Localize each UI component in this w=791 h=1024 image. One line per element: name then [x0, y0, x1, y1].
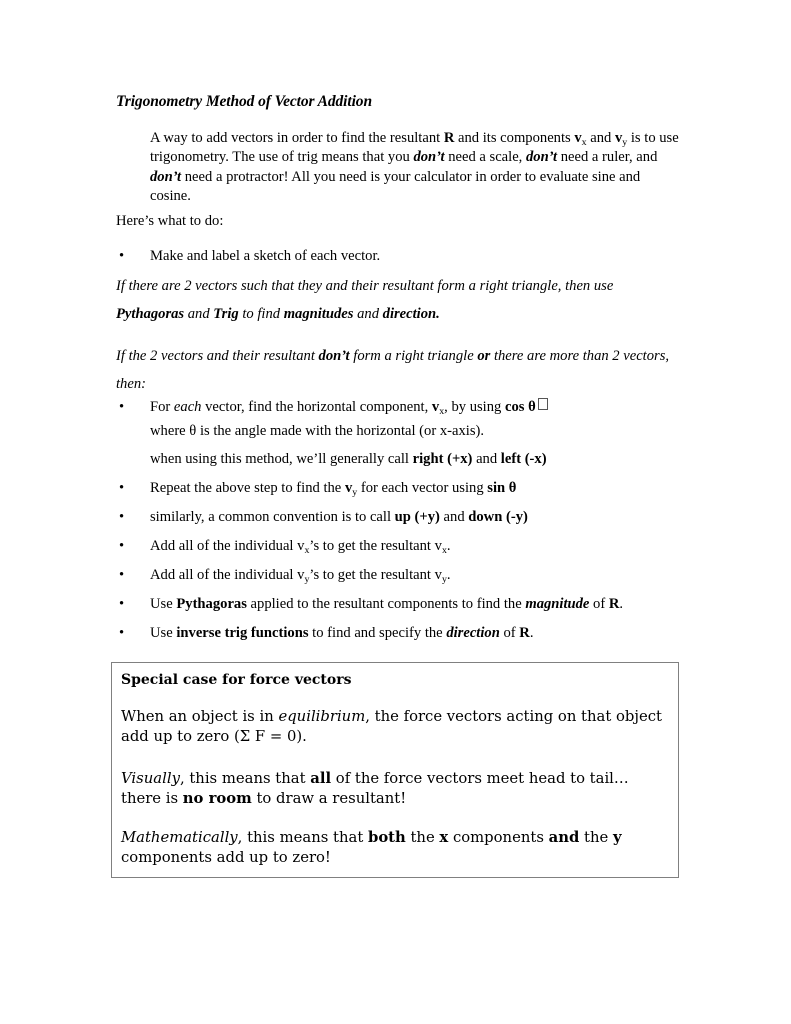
sb2-seg-b: of the force vectors meet head to tail…there is [121, 770, 629, 807]
b4-seg-a: similarly, a common convention is to call [150, 509, 395, 525]
intro-bolditalic-dont-1: don’t [413, 149, 445, 166]
ital1-mid-2: to find [238, 306, 284, 322]
ital2-seg-b: form a right triangle [349, 348, 478, 364]
sl2-seg-a: when using this method, we’ll generally call [150, 451, 413, 467]
b6-seg-b: ’s to get the resultant v [309, 567, 442, 583]
sb3-bold-x: x [439, 829, 449, 846]
ital2-seg-c: there are more than 2 vectors, then: [116, 348, 670, 392]
b2-seg-b: vector, find the horizontal component, [201, 399, 432, 415]
list-item-horizontal-component [116, 398, 676, 417]
b5-seg-c: . [446, 538, 451, 554]
list-item-direction [116, 624, 676, 643]
ital1-mid-1: and [184, 306, 214, 322]
special-case-paragraph-mathematically [121, 828, 666, 868]
b8-bold-inverse-trig: inverse trig functions [176, 625, 309, 641]
list-item-label [150, 566, 676, 585]
ital1-mid-3: and [353, 306, 383, 322]
sb3-seg-c: components [448, 829, 549, 846]
list-item-label: Make and label a sketch of each vector. [150, 248, 381, 264]
b7-seg-c: of [589, 596, 609, 612]
b2-bold-cos-theta: cos θ [504, 399, 536, 415]
page-title: Trigonometry Method of Vector Addition [116, 93, 372, 110]
b5-sub-x-2: x [441, 544, 447, 556]
sb3-seg-d: the [579, 829, 613, 846]
list-item-sum-vy [116, 566, 676, 585]
ital1-line1: If there are 2 vectors such that they and their resultant form a right triangle, then use [116, 278, 614, 294]
special-case-paragraph-equilibrium [121, 707, 666, 747]
special-case-box [111, 662, 679, 878]
b7-seg-b: applied to the resultant components to find the [246, 596, 526, 612]
b6-seg-c: . [446, 567, 451, 583]
b7-bold-pythagoras: Pythagoras [176, 596, 247, 612]
list-item-sign-convention-y [116, 508, 676, 527]
b8-seg-d: . [529, 625, 534, 641]
ital1-bold-magnitudes: magnitudes [283, 306, 354, 322]
list-item-vertical-component [116, 479, 676, 498]
sb3-seg-a: , this means that [237, 829, 368, 846]
ital1-bold-direction: direction. [382, 306, 440, 322]
b7-bolditalic-magnitude: magnitude [525, 596, 590, 612]
sl2-bold-right: right (+x) [412, 451, 473, 467]
intro-bold-vy: v [614, 130, 623, 146]
intro-sub-y: y [622, 136, 628, 148]
b3-bold-v: v [344, 480, 353, 496]
b8-seg-a: Use [150, 625, 177, 641]
b6-seg-a: Add all of the individual v [150, 567, 305, 583]
bullet-dot-icon: • [119, 625, 125, 641]
intro-seg-4: is to use trigonometry. The use of trig means that you [150, 130, 679, 166]
b3-bold-sin-theta: sin θ [487, 480, 517, 496]
special-case-heading: Special case for force vectors [121, 672, 352, 688]
b2-seg-a: For [150, 399, 174, 415]
b4-seg-b: and [439, 509, 469, 525]
intro-seg-7: need a protractor! All you need is your calculator in order to evaluate sine and cosine. [150, 168, 641, 205]
bullet-dot-icon: • [119, 248, 125, 264]
list-item-label [150, 508, 676, 527]
sl2-bold-left: left (-x) [500, 451, 547, 467]
b2-ital-each: each [173, 399, 202, 415]
bullet-dot-icon: • [119, 509, 125, 525]
subline-sign-convention-x [150, 450, 680, 469]
intro-seg-3: and [586, 130, 615, 146]
b7-seg-d: . [619, 596, 624, 612]
intro-seg-1: A way to add vectors in order to find the resultant [150, 130, 444, 146]
list-item-sketch [116, 247, 676, 266]
intro-bold-vx: v [574, 130, 582, 146]
b8-bolditalic-direction: direction [446, 625, 500, 641]
b6-sub-y-2: y [441, 573, 447, 585]
b2-bold-v: v [431, 399, 440, 415]
special-case-paragraph-visually [121, 769, 666, 809]
b4-bold-up: up (+y) [394, 509, 440, 525]
b2-seg-c: , by using [444, 399, 505, 415]
subline-theta-definition: where θ is the angle made with the horizontal (or x-axis). [150, 423, 485, 439]
sb3-ital-mathematically: Mathematically [121, 829, 238, 846]
list-item-label [150, 624, 676, 643]
b7-bold-R: R [608, 596, 620, 612]
b8-bold-R: R [519, 625, 530, 641]
bullet-dot-icon: • [119, 538, 125, 554]
ital2-bold-or: or [477, 348, 491, 364]
bullet-dot-icon: • [119, 399, 125, 415]
list-item-sum-vx [116, 537, 676, 556]
intro-seg-6: need a ruler, and [557, 149, 658, 166]
b6-sub-y-1: y [304, 573, 310, 585]
sb3-seg-b: the [405, 829, 440, 846]
intro-sub-x: x [581, 136, 587, 148]
b7-seg-a: Use [150, 596, 177, 612]
b5-seg-b: ’s to get the resultant v [309, 538, 442, 554]
sb2-bold-all: all [310, 770, 332, 787]
ital1-bold-pythagoras: Pythagoras [116, 306, 185, 322]
intro-bold-resultant: R [443, 130, 455, 146]
intro-seg-2: and its components [454, 130, 575, 146]
ital2-bold-dont: don’t [318, 348, 350, 364]
b5-sub-x-1: x [304, 544, 310, 556]
sb2-bold-no-room: no room [182, 790, 252, 807]
b3-seg-b: for each vector using [357, 480, 488, 496]
sb1-seg-b: , the force vectors acting on that object add up to zero (Σ F = 0). [121, 708, 662, 745]
ital1-bold-trig: Trig [213, 306, 239, 322]
italic-statement-right-triangle [116, 272, 681, 328]
sb2-seg-a: , this means that [179, 770, 311, 787]
intro-paragraph [150, 129, 680, 207]
sb3-bold-both: both [367, 829, 406, 846]
list-item-label [150, 537, 676, 556]
b8-seg-b: to find and specify the [308, 625, 447, 641]
b8-seg-c: of [499, 625, 520, 641]
sb3-bold-y: y [612, 829, 622, 846]
b4-bold-down: down (-y) [468, 509, 528, 525]
list-item-label [150, 398, 676, 417]
intro-bolditalic-dont-3: don’t [150, 168, 182, 185]
sb3-seg-e: components add up to zero! [121, 849, 331, 866]
sb1-ital-equilibrium: equilibrium [278, 708, 366, 725]
bullet-dot-icon: • [119, 596, 125, 612]
missing-glyph-box-icon [538, 398, 548, 410]
b5-seg-a: Add all of the individual v [150, 538, 305, 554]
sb2-ital-visually: Visually [121, 770, 180, 787]
b2-sub-x: x [439, 405, 445, 417]
sb1-seg-a: When an object is in [121, 708, 279, 725]
b3-sub-y: y [352, 486, 358, 498]
sb2-seg-c: to draw a resultant! [251, 790, 407, 807]
intro-seg-5: need a scale, [444, 149, 526, 166]
italic-statement-not-right-triangle [116, 342, 681, 398]
b3-seg-a: Repeat the above step to find the [150, 480, 345, 496]
list-item-label [150, 479, 676, 498]
sb3-bold-and: and [548, 829, 580, 846]
list-item-magnitude [116, 595, 676, 614]
sl2-seg-b: and [472, 451, 501, 467]
lead-line: Here’s what to do: [116, 213, 224, 229]
intro-bolditalic-dont-2: don’t [525, 149, 558, 166]
bullet-dot-icon: • [119, 480, 125, 496]
list-item-label [150, 595, 676, 614]
bullet-dot-icon: • [119, 567, 125, 583]
ital2-seg-a: If the 2 vectors and their resultant [116, 348, 319, 364]
